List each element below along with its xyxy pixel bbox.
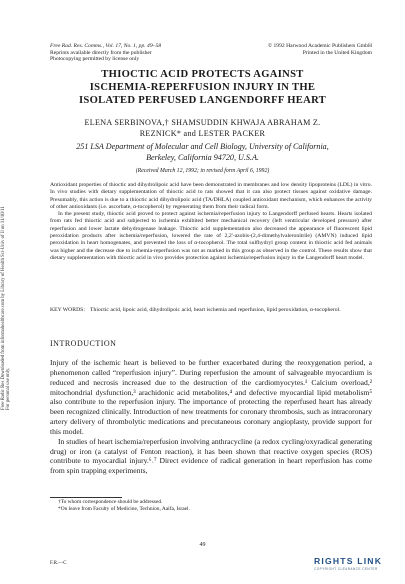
download-watermark: Free Radic Res Downloaded from informahealthcare.com by Library of Health Sci-Univ of Il on 11/10/11 For personal use only. <box>1 206 12 410</box>
footnote: †To whom correspondence should be addressed. <box>58 499 163 505</box>
body-paragraph: Injury of the ischemic heart is believed to be further exacerbated during the reoxygenation period, a phenomenon called “reperfusion injury”. During reperfusion the amount of salvageable myocardium is reduced and necrosis increased due to the destruction of the cardiomyocytes.¹ Calcium overload,² mitochondrial dysfunction,³ arachidonic acid metabolites,⁴ and defective myocardial lipid metabolism⁵ also contribute to the reperfusion injury. The importance of protecting the reperfused heart has already been recognized clinically. Introduction of new treatments for coronary thrombosis, such as intracoronary artery delivery of thrombolytic medications and precutaneous coronary angioplasty, provide support for this model. <box>50 358 372 436</box>
section-heading: INTRODUCTION <box>50 339 117 348</box>
rightslink-logo <box>314 556 394 578</box>
journal-citation: Free Rad. Res. Comms., Vol. 17, No. 1, pp. 49–58 <box>50 43 162 49</box>
abstract-paragraph: In the present study, thioctic acid proved to protect against ischemia/reperfusion injury to Langendorff perfused hearts. Hearts isolated from rats fed thioctic acid and subjected to ischemia exhibited better mechanical recovery (left ventricular developed pressure) after reperfusion and lower lactate dehydrogenase leakage. Thioctic acid supplementation also decreased the appearance of fluorescent lipid peroxidation products after ischemia/reperfusion, lowered the rate of 2,2'-azobis-(2,4-dimethylvaleronitrile) (AMVN) induced lipid peroxidation in heart homogenates, and prevented the loss of α-tocopherol. The total sulfhydryl group content in thioctic acid fed animals was higher and the decrease due to ischemia-reperfusion was not as marked in this group as observed in the control. These results show that dietary supplementation with thioctic acid in vivo provides protection against ischemia/reperfusion injury in the Langendorff heart model. <box>50 211 372 261</box>
reprint-note: Reprints available directly from the publisher <box>50 49 152 56</box>
article-title: THIOCTIC ACID PROTECTS AGAINST ISCHEMIA-REPERFUSION INJURY IN THE ISOLATED PERFUSED LANGENDORFF HEART <box>78 69 327 107</box>
publisher-header <box>215 43 372 56</box>
received-date: (Received March 12, 1992; in revised form April 6, 1992) <box>135 168 270 174</box>
keywords-text: Thioctic acid, lipoic acid, dihydrolipoic acid, heart ischemia and reperfusion, lipid peroxidation, α-tocopherol. <box>90 307 341 313</box>
photocopy-note: Photocopying permitted by license only <box>50 56 140 63</box>
affiliation: 251 LSA Department of Molecular and Cell Biology, University of California, Berkeley, California 94720, U.S.A. <box>76 142 329 162</box>
abstract <box>50 182 372 262</box>
body-text <box>50 358 372 476</box>
footnote: *On leave from Faculty of Medicine, Technion, Aaifa, Israel. <box>58 506 190 513</box>
keywords <box>50 307 372 314</box>
body-paragraph: In studies of heart ischemia/reperfusion involving anthracycline (a redox cycling/oxyradical generating drug) or iron (a catalyst of Fenton reaction), it has been shown that reactive oxygen species (ROS) contribute to myocardial injury.⁶˒⁷ Direct evidence of radical generation in heart reperfusion has come from spin trapping experiments, <box>50 436 372 476</box>
rightslink-subtitle: COPYRIGHT CLEARANCE CENTER <box>314 567 378 571</box>
footnotes <box>58 499 358 513</box>
printed-line: Printed in the United Kingdom <box>302 49 372 56</box>
footer-code: F.R.—C <box>50 561 67 566</box>
footnote-rule <box>50 497 122 498</box>
abstract-paragraph: Antioxidant properties of thioctic and dihydrolipoic acid have been demonstrated in membranes and low density lipoproteins (LDL) in vitro. In vivo studies with dietary supplementation of thioctic acid to rats showed that it can also protect tissues against oxidative damage. Presumably, this action is due to a thioctic acid dihydrolipoic acid (TA/DHLA) coupled antioxidant mechanism, which enhances the activity of other antioxidants (i.e. ascorbate, α-tocopherol) by regenerating them from their radical form. <box>50 182 372 210</box>
keywords-label: KEY WORDS: <box>50 307 85 313</box>
journal-header <box>50 43 230 63</box>
copyright-line: © 1992 Harwood Academic Publishers GmbH <box>267 43 372 49</box>
page-number: 49 <box>199 542 206 548</box>
author-list: ELENA SERBINOVA,† SHAMSUDDIN KHWAJA ABRAHAM Z. REZNICK* and LESTER PACKER <box>84 118 321 138</box>
rightslink-mark: RIGHTS LINK <box>314 556 383 566</box>
